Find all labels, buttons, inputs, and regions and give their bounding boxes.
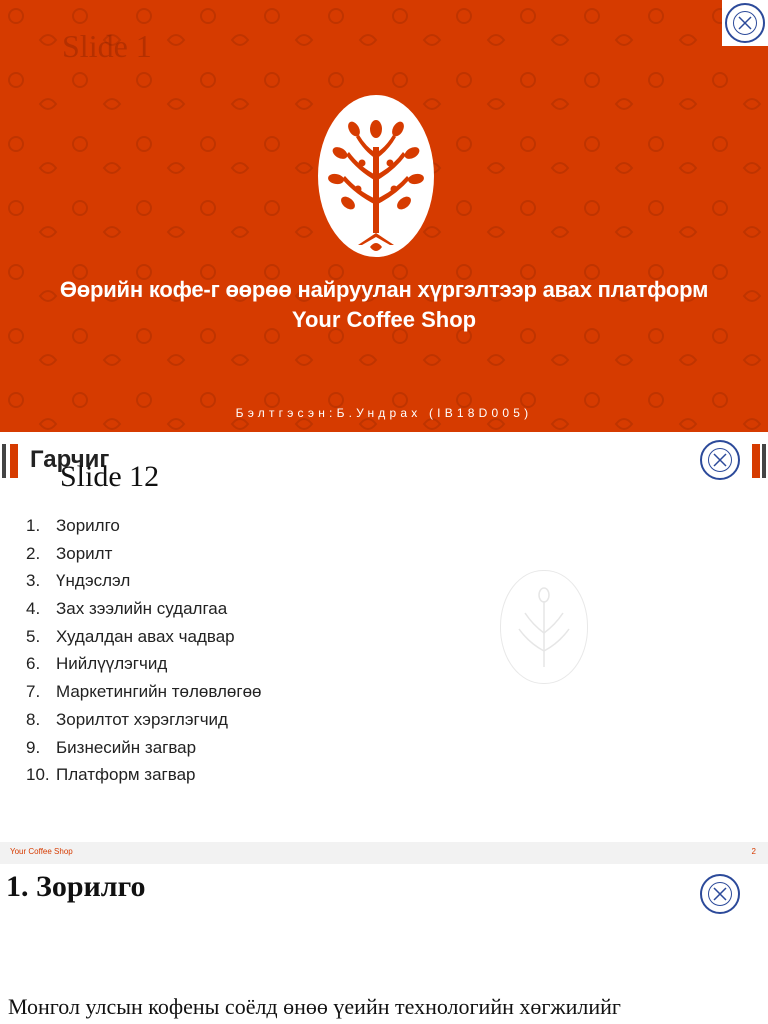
slide-ghost-title: Slide 12 [60, 460, 160, 493]
table-of-contents [26, 512, 262, 789]
author-line: Бэлтгэсэн:Б.Ундрах (IB18D005) [235, 406, 533, 420]
goal-slide [0, 864, 768, 1024]
list-item: 1. Зорилго [26, 516, 120, 535]
university-seal-frame [722, 0, 768, 46]
accent-bar-left [10, 444, 18, 478]
accent-bar-right [752, 444, 760, 478]
tree-icon [318, 95, 434, 257]
list-item: 5. Худалдан авах чадвар [26, 626, 235, 646]
watermark-tree-icon [500, 570, 588, 684]
slide-ghost-title: Slide 1 [62, 28, 152, 64]
presentation-title: Өөрийн кофе-г өөрөө найруулан хүргэлтээр авах платформ [59, 277, 709, 302]
coffee-shop-logo [318, 95, 434, 257]
university-seal-icon [700, 874, 740, 914]
goal-body-text: Монгол улсын кофены соёлд өнөө үеийн технологийн хөгжилийг [8, 994, 621, 1019]
slide-footer [0, 842, 768, 864]
contents-slide [0, 432, 768, 864]
contents-heading: Гарчиг [30, 446, 110, 473]
list-item: 3. Үндэслэл [26, 571, 131, 591]
presentation-subtitle: Your Coffee Shop [291, 307, 477, 332]
university-seal-icon [725, 3, 765, 43]
footer-brand: Your Coffee Shop [10, 847, 73, 856]
list-item: 7. Маркетингийн төлөвлөгөө [26, 682, 262, 702]
list-item: 9. Бизнесийн загвар [26, 737, 197, 757]
university-seal-icon [700, 440, 740, 480]
list-item: 4. Зах зээлийн судалгаа [26, 599, 228, 619]
accent-bar-dark-left [2, 444, 6, 478]
list-item: 6. Нийлүүлэгчид [26, 654, 168, 674]
list-item: 8. Зорилтот хэрэглэгчид [26, 709, 228, 729]
goal-heading: 1. Зорилго [6, 870, 146, 903]
accent-bar-dark-right [762, 444, 766, 478]
list-item: 10. Платформ загвар [26, 765, 196, 785]
list-item: 2. Зорилт [26, 543, 113, 563]
title-slide [0, 0, 768, 432]
slide-number: 2 [751, 847, 756, 856]
